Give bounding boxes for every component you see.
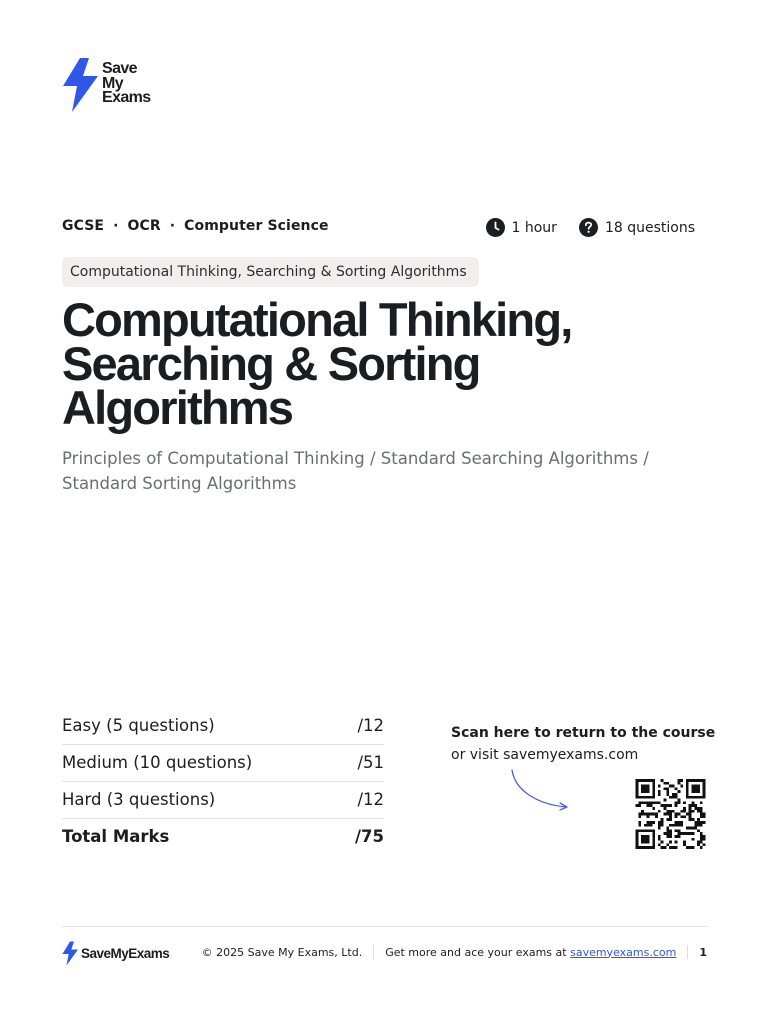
marks-table xyxy=(62,708,384,855)
footer-cta xyxy=(385,946,676,959)
lightning-bolt-icon xyxy=(62,58,98,112)
scan-heading: Scan here to return to the course xyxy=(451,725,716,741)
curved-arrow-icon xyxy=(508,766,574,814)
brand-logo-text: Save My Exams xyxy=(102,60,151,106)
marks-row-value: /12 xyxy=(357,790,384,809)
topic-tag: Computational Thinking, Searching & Sorting Algorithms xyxy=(62,257,479,287)
marks-row-value: /51 xyxy=(357,753,384,772)
footer-info xyxy=(202,945,707,959)
marks-row-medium xyxy=(62,745,384,782)
scan-subtext: or visit savemyexams.com xyxy=(451,747,639,763)
marks-row-hard xyxy=(62,782,384,819)
footer-divider xyxy=(62,926,708,927)
meta-separator: · xyxy=(113,218,119,234)
total-label: Total Marks xyxy=(62,827,170,846)
board-label: OCR xyxy=(127,218,161,234)
meta-separator: · xyxy=(169,218,176,234)
marks-row-easy xyxy=(62,708,384,745)
marks-row-value: /12 xyxy=(357,716,384,735)
footer-wordmark: SaveMyExams xyxy=(81,946,170,961)
marks-row-label: Easy (5 questions) xyxy=(62,716,215,735)
questions-stat xyxy=(579,218,695,237)
footer-logo xyxy=(62,941,169,966)
lightning-bolt-icon xyxy=(62,941,78,966)
marks-row-label: Medium (10 questions) xyxy=(62,753,253,772)
total-value: /75 xyxy=(355,827,384,846)
qr-code[interactable] xyxy=(634,779,707,849)
questions-text: 18 questions xyxy=(604,219,695,236)
footer-separator xyxy=(687,945,688,959)
level-label: GCSE xyxy=(62,218,105,234)
footer-link[interactable]: savemyexams.com xyxy=(570,945,677,959)
copyright-text: © 2025 Save My Exams, Ltd. xyxy=(201,945,363,959)
scan-prompt xyxy=(451,722,715,766)
brand-logo xyxy=(62,58,151,112)
question-icon xyxy=(579,218,598,237)
exam-stats xyxy=(486,218,695,237)
footer-separator xyxy=(373,945,374,959)
course-meta xyxy=(62,218,329,234)
marks-row-total xyxy=(62,819,384,855)
footer-cta-text: Get more and ace your exams at xyxy=(385,945,567,959)
page-subtitle: Principles of Computational Thinking / Standard Searching Algorithms / Standard Sorting Algorithms xyxy=(62,449,649,493)
subject-label: Computer Science xyxy=(184,218,329,234)
duration-text: 1 hour xyxy=(511,219,557,236)
duration-stat xyxy=(486,218,557,237)
page-number: 1 xyxy=(699,945,707,959)
marks-row-label: Hard (3 questions) xyxy=(62,790,216,809)
clock-icon xyxy=(486,218,505,237)
page-title: Computational Thinking, Searching & Sorting Algorithms xyxy=(62,293,572,434)
